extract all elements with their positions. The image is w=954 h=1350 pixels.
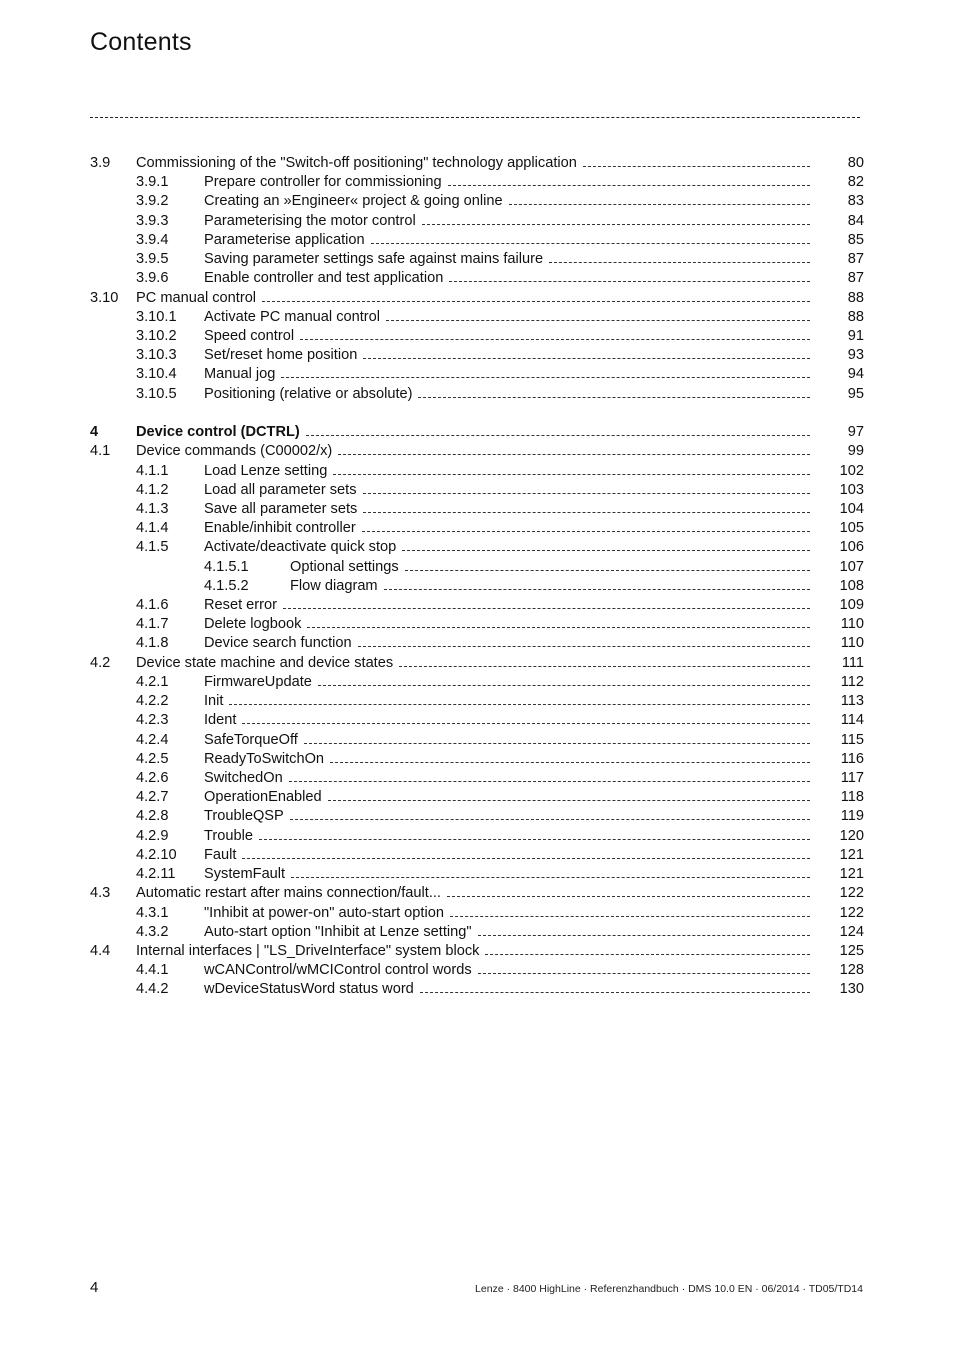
toc-entry-page: 111 (841, 654, 864, 671)
toc-entry-page: 88 (847, 289, 864, 306)
toc-entry[interactable] (90, 769, 864, 788)
toc-dot-leader (485, 954, 810, 955)
toc-dot-leader (418, 397, 810, 398)
toc-entry[interactable] (90, 673, 864, 692)
toc-entry-label: ReadyToSwitchOn (204, 750, 330, 769)
toc-spacer (90, 404, 864, 423)
toc-entry-number: 4.1.1 (136, 462, 169, 479)
toc-entry-label-wrap (204, 711, 810, 730)
toc-entry-label: Device commands (C00002/x) (136, 442, 338, 461)
toc-dot-leader (549, 262, 810, 263)
toc-entry-label-wrap (136, 654, 810, 673)
toc-entry-number: 4.1.5.1 (204, 558, 249, 575)
toc-entry[interactable] (90, 481, 864, 500)
toc-entry-page: 130 (839, 981, 864, 998)
toc-entry-page: 91 (847, 327, 864, 344)
toc-entry-label: Device control (DCTRL) (136, 423, 306, 442)
toc-entry-number: 4.1.6 (136, 597, 169, 614)
toc-entry-page: 97 (847, 424, 864, 441)
toc-dot-leader (422, 224, 810, 225)
toc-entry[interactable] (90, 846, 864, 865)
toc-entry-label-wrap (204, 846, 810, 865)
toc-entry[interactable] (90, 807, 864, 826)
toc-dot-leader (291, 877, 810, 878)
page-title: Contents (90, 28, 192, 56)
toc-dot-leader (304, 743, 810, 744)
toc-entry-label: Save all parameter sets (204, 500, 363, 519)
page-number: 4 (90, 1279, 99, 1296)
toc-entry-label: Auto-start option "Inhibit at Lenze setting" (204, 923, 478, 942)
toc-entry-label: SwitchedOn (204, 769, 289, 788)
toc-dot-leader (386, 320, 810, 321)
toc-entry-label-wrap (204, 634, 810, 653)
toc-entry-label-wrap (136, 884, 810, 903)
toc-entry-label-wrap (204, 231, 810, 250)
toc-entry-label-wrap (290, 558, 810, 577)
toc-dot-leader (478, 973, 810, 974)
toc-entry[interactable] (90, 519, 864, 538)
toc-entry-number: 4.2.9 (136, 827, 169, 844)
toc-entry[interactable] (90, 884, 864, 903)
toc-entry-label-wrap (290, 577, 810, 596)
toc-entry-label: Creating an »Engineer« project & going online (204, 192, 509, 211)
toc-entry-page: 128 (839, 962, 864, 979)
toc-entry-number: 4.4.1 (136, 962, 169, 979)
toc-entry-label-wrap (204, 980, 810, 999)
toc-entry-label-wrap (204, 173, 810, 192)
toc-entry-label-wrap (204, 788, 810, 807)
toc-entry-label: Device search function (204, 634, 358, 653)
toc-entry-page: 87 (847, 251, 864, 268)
toc-entry-page: 80 (847, 155, 864, 171)
toc-dot-leader (448, 185, 810, 186)
toc-dot-leader (330, 762, 810, 763)
toc-entry-number: 3.9.3 (136, 212, 169, 229)
toc-entry-label-wrap (204, 250, 810, 269)
toc-entry-page: 122 (839, 904, 864, 921)
toc-entry[interactable] (90, 538, 864, 557)
toc-entry-label-wrap (204, 538, 810, 557)
toc-entry-page: 94 (847, 366, 864, 383)
toc-dot-leader (402, 550, 810, 551)
toc-entry-label: Enable controller and test application (204, 269, 449, 288)
toc-entry-label-wrap (136, 423, 810, 442)
toc-entry-label-wrap (204, 827, 810, 846)
toc-entry-page: 87 (847, 270, 864, 287)
toc-entry-number: 4.2.5 (136, 750, 169, 767)
toc-dot-leader (362, 531, 810, 532)
toc-entry-label: Fault (204, 846, 242, 865)
toc-entry-page: 118 (840, 789, 864, 806)
toc-entry-label-wrap (204, 865, 810, 884)
toc-entry[interactable] (90, 961, 864, 980)
toc-dot-leader (333, 474, 810, 475)
toc-entry-page: 99 (847, 443, 864, 460)
toc-entry-label-wrap (204, 192, 810, 211)
toc-entry[interactable] (90, 942, 864, 961)
toc-dot-leader (363, 493, 810, 494)
toc-dot-leader (420, 992, 810, 993)
toc-entry-page: 82 (847, 174, 864, 191)
toc-entry-label-wrap (204, 212, 810, 231)
toc-entry-number: 4.1.2 (136, 481, 169, 498)
toc-dot-leader (242, 723, 810, 724)
toc-entry-page: 88 (847, 308, 864, 325)
toc-entry-number: 3.9.1 (136, 174, 169, 191)
toc-entry-label: Activate PC manual control (204, 308, 386, 327)
toc-dot-leader (262, 301, 810, 302)
toc-entry-label-wrap (204, 596, 810, 615)
toc-entry-label: Parameterise application (204, 231, 371, 250)
toc-dot-leader (242, 858, 810, 859)
toc-entry-number: 4.1.5 (136, 539, 169, 556)
toc-entry-label: Parameterising the motor control (204, 212, 422, 231)
toc-entry[interactable] (90, 750, 864, 769)
toc-entry-label: PC manual control (136, 289, 262, 308)
toc-entry[interactable] (90, 865, 864, 884)
toc-entry-page: 112 (840, 673, 864, 690)
toc-entry-label-wrap (204, 750, 810, 769)
toc-entry-page: 84 (847, 212, 864, 229)
toc-entry-number: 4.1.3 (136, 500, 169, 517)
toc-entry-page: 110 (840, 635, 864, 652)
toc-entry-page: 117 (840, 770, 864, 786)
toc-entry[interactable] (90, 711, 864, 730)
toc-entry-label-wrap (204, 481, 810, 500)
toc-entry-label: Device state machine and device states (136, 654, 399, 673)
toc-entry-label-wrap (204, 500, 810, 519)
toc-entry-number: 4.4 (90, 942, 111, 959)
toc-entry-label-wrap (204, 673, 810, 692)
toc-entry-label: Trouble (204, 827, 259, 846)
toc-entry-page: 120 (839, 827, 864, 844)
toc-entry-label-wrap (136, 942, 810, 961)
toc-entry-label: Internal interfaces | "LS_DriveInterface" system block (136, 942, 485, 961)
toc-dot-leader (358, 646, 810, 647)
table-of-contents (90, 154, 864, 1000)
toc-entry-label: Delete logbook (204, 615, 307, 634)
toc-dot-leader (306, 435, 810, 436)
toc-entry-number: 4.2.7 (136, 789, 169, 806)
toc-entry[interactable] (90, 346, 864, 365)
toc-entry-page: 109 (839, 597, 864, 614)
toc-entry-label-wrap (136, 154, 810, 173)
toc-entry[interactable] (90, 577, 864, 596)
toc-entry-number: 4.2.6 (136, 770, 169, 786)
toc-entry[interactable] (90, 308, 864, 327)
toc-entry-number: 4.1.4 (136, 520, 169, 537)
toc-entry-number: 4.3.1 (136, 904, 169, 921)
toc-entry-label: OperationEnabled (204, 788, 328, 807)
toc-dot-leader (447, 896, 810, 897)
toc-entry-label-wrap (204, 385, 810, 404)
toc-entry-label-wrap (204, 692, 810, 711)
toc-entry-page: 121 (839, 866, 864, 883)
toc-dot-leader (509, 204, 810, 205)
toc-entry-label-wrap (204, 731, 810, 750)
toc-entry-page: 102 (839, 462, 864, 479)
toc-entry-number: 4.3 (90, 885, 111, 902)
toc-entry-label: Init (204, 692, 229, 711)
toc-entry[interactable] (90, 980, 864, 999)
toc-entry-label-wrap (204, 308, 810, 327)
toc-entry-number: 3.9.2 (136, 193, 169, 210)
toc-entry-label: Reset error (204, 596, 283, 615)
toc-entry-label-wrap (204, 346, 810, 365)
toc-entry[interactable] (90, 462, 864, 481)
footer-text: Lenze · 8400 HighLine · Referenzhandbuch · DMS 10.0 EN · 06/2014 · TD05/TD14 (475, 1283, 863, 1295)
toc-entry[interactable] (90, 192, 864, 211)
toc-dot-leader (450, 916, 810, 917)
toc-entry-number: 3.9 (90, 155, 111, 171)
toc-entry-label: Ident (204, 711, 242, 730)
toc-dot-leader (405, 570, 810, 571)
toc-entry-page: 125 (839, 942, 864, 959)
toc-entry-page: 83 (847, 193, 864, 210)
toc-dot-leader (363, 512, 810, 513)
toc-entry-page: 95 (847, 385, 864, 402)
toc-dot-leader (300, 339, 810, 340)
toc-dot-leader (338, 454, 810, 455)
toc-entry-page: 107 (839, 558, 864, 575)
toc-entry-page: 110 (840, 616, 864, 633)
toc-entry-number: 4.2.2 (136, 693, 169, 710)
toc-entry[interactable] (90, 654, 864, 673)
toc-entry[interactable] (90, 558, 864, 577)
toc-entry-label: Speed control (204, 327, 300, 346)
toc-entry-label: Positioning (relative or absolute) (204, 385, 418, 404)
toc-entry[interactable] (90, 442, 864, 461)
title-divider (90, 117, 860, 118)
toc-dot-leader (363, 358, 810, 359)
toc-entry-label: Enable/inhibit controller (204, 519, 362, 538)
toc-entry-label: Automatic restart after mains connection/fault... (136, 884, 447, 903)
toc-entry-label-wrap (204, 327, 810, 346)
toc-dot-leader (478, 935, 810, 936)
toc-entry[interactable] (90, 692, 864, 711)
toc-entry[interactable] (90, 365, 864, 384)
toc-entry[interactable] (90, 269, 864, 288)
toc-entry-page: 108 (839, 577, 864, 594)
toc-entry-label: Load all parameter sets (204, 481, 363, 500)
toc-entry[interactable] (90, 327, 864, 346)
toc-entry-number: 3.9.5 (136, 251, 169, 268)
toc-dot-leader (371, 243, 810, 244)
toc-entry-label: SafeTorqueOff (204, 731, 304, 750)
toc-entry-number: 4.3.2 (136, 923, 169, 940)
toc-entry-page: 93 (847, 347, 864, 364)
toc-dot-leader (384, 589, 810, 590)
toc-entry-page: 104 (839, 500, 864, 517)
toc-entry[interactable] (90, 423, 864, 442)
toc-entry-label-wrap (204, 519, 810, 538)
toc-entry-label-wrap (136, 442, 810, 461)
toc-entry-label-wrap (204, 769, 810, 788)
toc-entry-label: Prepare controller for commissioning (204, 173, 448, 192)
toc-entry-label: Set/reset home position (204, 346, 363, 365)
toc-entry[interactable] (90, 788, 864, 807)
toc-entry-label: TroubleQSP (204, 807, 290, 826)
toc-entry-number: 4.2.4 (136, 731, 169, 748)
toc-entry[interactable] (90, 212, 864, 231)
toc-entry[interactable] (90, 827, 864, 846)
toc-entry-number: 4.1.8 (136, 635, 169, 652)
toc-entry-number: 4.1 (90, 443, 111, 460)
toc-entry-number: 3.10.3 (136, 347, 177, 364)
toc-entry-number: 4 (90, 424, 99, 441)
toc-entry-label-wrap (136, 289, 810, 308)
toc-entry-number: 4.1.7 (136, 616, 169, 633)
toc-entry-label: wDeviceStatusWord status word (204, 980, 420, 999)
toc-entry[interactable] (90, 731, 864, 750)
toc-dot-leader (307, 627, 810, 628)
toc-entry[interactable] (90, 231, 864, 250)
toc-dot-leader (328, 800, 810, 801)
toc-dot-leader (283, 608, 810, 609)
toc-entry-number: 3.10.1 (136, 308, 177, 325)
toc-entry[interactable] (90, 904, 864, 923)
toc-entry-label: Activate/deactivate quick stop (204, 538, 402, 557)
toc-entry-number: 4.2.10 (136, 846, 177, 863)
toc-entry[interactable] (90, 500, 864, 519)
toc-entry-number: 4.2 (90, 654, 111, 671)
toc-entry[interactable] (90, 596, 864, 615)
toc-entry-label-wrap (204, 923, 810, 942)
toc-dot-leader (290, 819, 810, 820)
toc-entry-number: 4.2.11 (136, 866, 176, 883)
toc-entry-label: Optional settings (290, 558, 405, 577)
toc-entry-number: 4.2.1 (136, 673, 169, 690)
toc-entry[interactable] (90, 923, 864, 942)
toc-entry-label: Saving parameter settings safe against mains failure (204, 250, 549, 269)
toc-dot-leader (318, 685, 810, 686)
toc-entry-number: 4.1.5.2 (204, 577, 249, 594)
toc-entry-label: FirmwareUpdate (204, 673, 318, 692)
toc-entry-label: wCANControl/wMCIControl control words (204, 961, 478, 980)
toc-entry-page: 85 (847, 231, 864, 248)
toc-dot-leader (289, 781, 810, 782)
toc-entry[interactable] (90, 173, 864, 192)
toc-entry-page: 106 (839, 539, 864, 556)
toc-entry-label-wrap (204, 807, 810, 826)
toc-entry-label-wrap (204, 462, 810, 481)
toc-entry-page: 113 (840, 693, 864, 710)
toc-entry-label: "Inhibit at power-on" auto-start option (204, 904, 450, 923)
toc-entry-label-wrap (204, 961, 810, 980)
toc-entry-label-wrap (204, 615, 810, 634)
toc-dot-leader (229, 704, 810, 705)
toc-entry-number: 3.10.2 (136, 327, 177, 344)
toc-entry-label: Load Lenze setting (204, 462, 333, 481)
toc-entry-page: 119 (840, 808, 864, 825)
toc-entry-label-wrap (204, 904, 810, 923)
toc-entry[interactable] (90, 634, 864, 653)
toc-entry-label: Manual jog (204, 365, 281, 384)
toc-entry-page: 114 (840, 712, 864, 729)
toc-entry[interactable] (90, 615, 864, 634)
toc-entry[interactable] (90, 250, 864, 269)
toc-dot-leader (259, 839, 810, 840)
toc-entry-page: 115 (840, 731, 864, 748)
toc-entry-number: 4.2.3 (136, 712, 169, 729)
toc-entry-number: 4.4.2 (136, 981, 169, 998)
toc-dot-leader (583, 166, 810, 167)
toc-entry-number: 3.10.5 (136, 385, 177, 402)
toc-entry-label-wrap (204, 365, 810, 384)
toc-dot-leader (449, 281, 810, 282)
toc-entry[interactable] (90, 154, 864, 173)
toc-entry-label: SystemFault (204, 865, 291, 884)
toc-entry-page: 124 (839, 923, 864, 940)
toc-entry-number: 3.10 (90, 289, 119, 306)
toc-entry[interactable] (90, 289, 864, 308)
toc-entry-page: 122 (839, 885, 864, 902)
toc-entry-number: 3.9.6 (136, 270, 169, 287)
toc-entry-number: 3.9.4 (136, 231, 169, 248)
toc-entry-page: 105 (839, 520, 864, 537)
toc-entry-number: 4.2.8 (136, 808, 169, 825)
toc-entry-number: 3.10.4 (136, 366, 177, 383)
toc-entry-page: 121 (839, 846, 864, 863)
toc-entry-page: 103 (839, 481, 864, 498)
toc-dot-leader (281, 377, 810, 378)
toc-entry-label: Flow diagram (290, 577, 384, 596)
toc-entry[interactable] (90, 385, 864, 404)
toc-entry-page: 116 (840, 750, 864, 767)
toc-entry-label-wrap (204, 269, 810, 288)
toc-entry-label: Commissioning of the "Switch-off positioning" technology application (136, 154, 583, 173)
toc-dot-leader (399, 666, 810, 667)
